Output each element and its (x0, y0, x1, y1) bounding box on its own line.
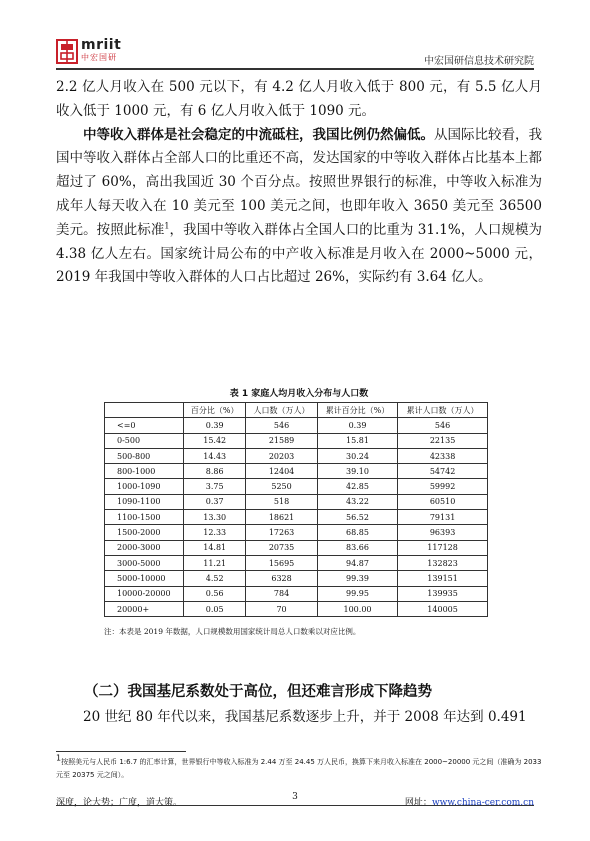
paragraph-2-text-a: 从国际比较看，我国中等收入群体占全部人口的比重还不高，发达国家的中等收入群体占比基本上都超过了 60%，高出我国近 30 个百分点。按照世界银行的标准，中等收入标准为成年人每天收入在 10 美元至 100 美元之间，也即年收入 3650 美元至 36500 美元。按照此标准 (56, 126, 542, 238)
table-header-cell: 累计人口数（万人） (398, 403, 488, 418)
table-cell: 10000-20000 (105, 586, 184, 601)
logo-en: mriit (81, 37, 122, 53)
table-cell: 99.39 (317, 571, 397, 586)
table-row (105, 448, 488, 463)
table-cell: 13.30 (184, 510, 246, 525)
table-row (105, 555, 488, 570)
table-cell: 56.52 (317, 510, 397, 525)
table-cell: 546 (246, 418, 318, 433)
table-cell: 5000-10000 (105, 571, 184, 586)
table-cell: 30.24 (317, 448, 397, 463)
table-row (105, 464, 488, 479)
table-row (105, 494, 488, 509)
table-cell: 15.42 (184, 433, 246, 448)
table-cell: 546 (398, 418, 488, 433)
table-cell: 6328 (246, 571, 318, 586)
table-cell: 20203 (246, 448, 318, 463)
table-cell: 43.22 (317, 494, 397, 509)
table-row (105, 525, 488, 540)
table-cell: 21589 (246, 433, 318, 448)
table-row (105, 418, 488, 433)
table-cell: 0.37 (184, 494, 246, 509)
table-cell: 8.86 (184, 464, 246, 479)
table-cell: 3000-5000 (105, 555, 184, 570)
website-link[interactable]: www.china-cer.com.cn (431, 798, 534, 808)
table-cell: 139935 (398, 586, 488, 601)
table-note: 注：本表是 2019 年数据，人口规模数用国家统计局总人口数乘以对应比例。 (104, 627, 361, 636)
section-paragraph-1: 20 世纪 80 年代以来，我国基尼系数逐步上升，并于 2008 年达到 0.491 (83, 709, 527, 725)
table-cell: 0.05 (184, 601, 246, 616)
table-header-cell: 人口数（万人） (246, 403, 318, 418)
table-cell: 1000-1090 (105, 479, 184, 494)
page-header (0, 0, 590, 70)
table-row (105, 540, 488, 555)
logo-mark-icon (56, 39, 78, 64)
table-cell: 0-500 (105, 433, 184, 448)
table-cell: 0.56 (184, 586, 246, 601)
table-header-cell: 百分比（%） (184, 403, 246, 418)
table-row (105, 586, 488, 601)
table-cell: 54742 (398, 464, 488, 479)
paragraph-1: 2.2 亿人月收入在 500 元以下，有 4.2 亿人月收入低于 800 元，有 5.5 亿人月收入低于 1000 元，有 6 亿人月收入低于 1090 元。 (56, 79, 542, 119)
footer-slogan: 深度，论大势；广度，道大策。 (56, 798, 183, 808)
table-cell: 132823 (398, 555, 488, 570)
paragraph-2 (56, 124, 542, 291)
table-cell: 17263 (246, 525, 318, 540)
table-cell: 60510 (398, 494, 488, 509)
table-cell: 500-800 (105, 448, 184, 463)
website-label: 网址： (404, 798, 432, 808)
table-cell: 42338 (398, 448, 488, 463)
table-cell: 79131 (398, 510, 488, 525)
footnote-text: 按照美元与人民币 1:6.7 的汇率计算，世界银行中等收入标准为 2.44 万至 24.45 万人民币，换算下来月收入标准在 2000~20000 元之间（准确为 2033 元至 20375 元之间）。 (56, 758, 542, 779)
table-header-row (105, 403, 488, 418)
table-caption: 表 1 家庭人均月收入分布与人口数 (229, 389, 369, 399)
table-cell: 0.39 (184, 418, 246, 433)
table-cell: <=0 (105, 418, 184, 433)
logo-cn: 中宏国研 (81, 53, 117, 62)
logo-text (81, 38, 121, 63)
page-number: 3 (292, 792, 298, 802)
table-cell: 139151 (398, 571, 488, 586)
table-row (105, 601, 488, 616)
table-cell: 20735 (246, 540, 318, 555)
logo (56, 38, 166, 66)
table-cell: 99.95 (317, 586, 397, 601)
table-cell: 39.10 (317, 464, 397, 479)
table-cell: 94.87 (317, 555, 397, 570)
table-cell: 11.21 (184, 555, 246, 570)
table-cell: 83.66 (317, 540, 397, 555)
table-row (105, 479, 488, 494)
table-row (105, 510, 488, 525)
table-row (105, 571, 488, 586)
table-cell: 68.85 (317, 525, 397, 540)
table-cell: 59992 (398, 479, 488, 494)
table-header-cell: 累计百分比（%） (317, 403, 397, 418)
table-cell: 12.33 (184, 525, 246, 540)
table-cell: 0.39 (317, 418, 397, 433)
paragraph-2-text-b: ，我国中等收入群体占全国人口的比重为 31.1%，人口规模为 4.38 亿人左右。国家统计局公布的中产收入标准是月收入在 2000~5000 元，2019 年我国中等收入群体的人口占比超过 26%，实际约有 3.64 亿人。 (56, 221, 542, 286)
footnote-divider (56, 751, 186, 752)
table-cell: 14.43 (184, 448, 246, 463)
table-cell: 117128 (398, 540, 488, 555)
table-cell: 1090-1100 (105, 494, 184, 509)
table-cell: 5250 (246, 479, 318, 494)
header-divider (56, 68, 534, 70)
table-cell: 4.52 (184, 571, 246, 586)
table-cell: 3.75 (184, 479, 246, 494)
section-heading: （二）我国基尼系数处于高位，但还难言形成下降趋势 (84, 684, 432, 700)
table-cell: 18621 (246, 510, 318, 525)
table-cell: 100.00 (317, 601, 397, 616)
table-cell: 140005 (398, 601, 488, 616)
table-cell: 14.81 (184, 540, 246, 555)
footnote (56, 753, 542, 782)
paragraph-2-bold-lead: 中等收入群体是社会稳定的中流砥柱，我国比例仍然偏低。 (83, 126, 434, 143)
section-body (56, 706, 542, 730)
footnote-ref[interactable]: 1 (164, 221, 170, 231)
footer-divider (56, 805, 534, 806)
table-cell: 15695 (246, 555, 318, 570)
main-body (56, 76, 542, 290)
table-cell: 42.85 (317, 479, 397, 494)
table-cell: 1100-1500 (105, 510, 184, 525)
table-cell: 2000-3000 (105, 540, 184, 555)
table-row (105, 433, 488, 448)
table-cell: 12404 (246, 464, 318, 479)
table-header-cell (105, 403, 184, 418)
table-cell: 22135 (398, 433, 488, 448)
table-cell: 20000+ (105, 601, 184, 616)
footnote-marker: 1 (56, 753, 62, 763)
table-cell: 784 (246, 586, 318, 601)
income-distribution-table (104, 402, 488, 617)
table-cell: 518 (246, 494, 318, 509)
table-cell: 70 (246, 601, 318, 616)
table-cell: 1500-2000 (105, 525, 184, 540)
table-cell: 15.81 (317, 433, 397, 448)
table-cell: 96393 (398, 525, 488, 540)
org-name: 中宏国研信息技术研究院 (424, 56, 534, 67)
footer-website (405, 795, 534, 808)
table-cell: 800-1000 (105, 464, 184, 479)
